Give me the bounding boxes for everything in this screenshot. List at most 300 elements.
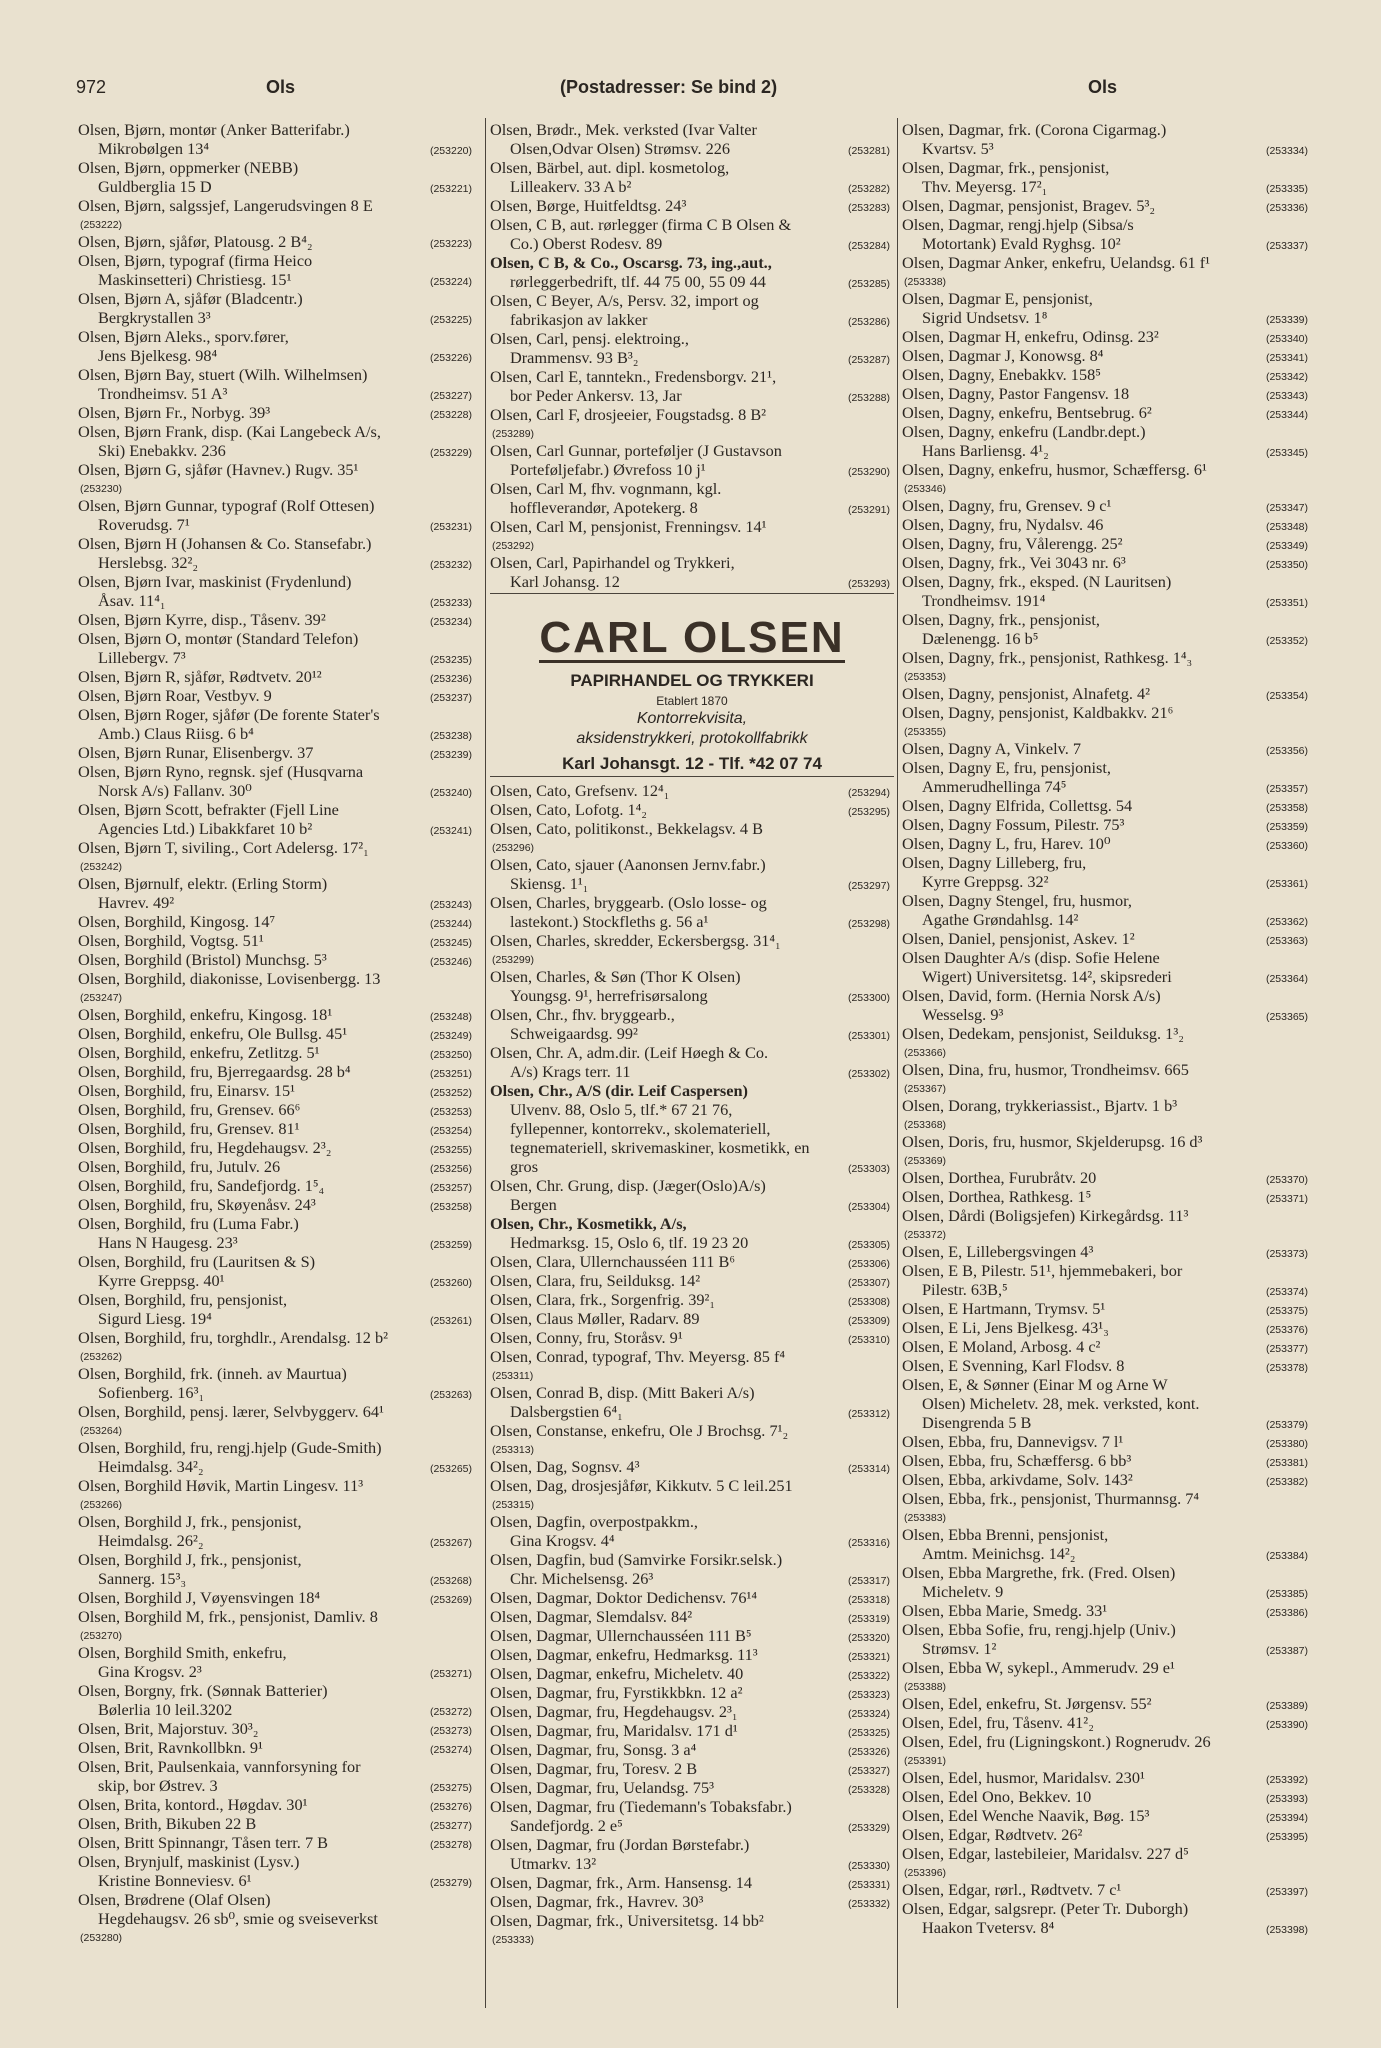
directory-entry	[78, 251, 476, 289]
entry-number: (253227)	[429, 390, 472, 402]
entry-line: (253249) Olsen, Borghild, enkefru, Ole Bullsg. 45¹	[78, 1024, 472, 1043]
entry-number: (253386)	[1265, 1607, 1308, 1619]
entry-line: (253252) Olsen, Borghild, fru, Einarsv. 15¹	[78, 1081, 472, 1100]
entry-line: (253308) Olsen, Clara, frk., Sorgenfrig. 39²₁	[490, 1290, 890, 1309]
entry-number: (253291)	[847, 504, 890, 516]
entry-line: Ulvenv. 88, Oslo 5, tlf.* 67 21 76,	[510, 1100, 733, 1119]
entry-line: (253397) Olsen, Edgar, rørl., Rødtvetv. 7 c¹	[902, 1880, 1308, 1899]
directory-entry	[902, 1844, 1312, 1880]
entry-line: (253275) skip, bor Østrev. 3	[78, 1776, 472, 1795]
entry-line: (253294) Olsen, Cato, Grefsenv. 12⁴₁	[490, 781, 890, 800]
entry-number: (253381)	[1265, 1457, 1308, 1469]
directory-entry	[902, 1694, 1312, 1713]
directory-entry	[78, 1607, 476, 1643]
entry-number: (253290)	[847, 466, 890, 478]
directory-entry	[78, 1043, 476, 1062]
entry-number: (253347)	[1265, 502, 1308, 514]
entry-line: (253361) Kyrre Greppsg. 32²	[902, 872, 1308, 891]
directory-entry	[902, 1899, 1312, 1937]
entry-line: Olsen, Bjørn Ivar, maskinist (Frydenlund)	[78, 572, 352, 591]
directory-entry	[490, 1328, 894, 1347]
entry-number: (253379)	[1265, 1419, 1308, 1431]
entry-line: (253259) Hans N Haugesg. 23³	[78, 1233, 472, 1252]
column-3	[902, 120, 1312, 1937]
entry-number: (253242)	[80, 861, 123, 873]
directory-entry	[78, 969, 476, 1005]
entry-line: (253285) rørleggerbedrift, tlf. 44 75 00, 55 09 44	[490, 272, 890, 291]
directory-entry	[490, 158, 894, 196]
entry-line: Olsen, Bjørn A, sjåfør (Bladcentr.)	[78, 289, 303, 308]
entry-line: (253389) Olsen, Edel, enkefru, St. Jørgensv. 55²	[902, 1694, 1308, 1713]
directory-entry	[78, 1024, 476, 1043]
directory-entry	[490, 1214, 894, 1252]
entry-number: (253341)	[1265, 352, 1308, 364]
entry-number: (253365)	[1265, 1011, 1308, 1023]
entry-number: (253284)	[847, 240, 890, 252]
directory-entry	[490, 1797, 894, 1835]
entry-line: (253332) Olsen, Dagmar, frk., Havrev. 30³	[490, 1892, 890, 1911]
entry-line: (253352) Dælenengg. 16 b⁵	[902, 629, 1308, 648]
entry-number: (253307)	[847, 1277, 890, 1289]
directory-entry	[78, 1290, 476, 1328]
directory-entry	[490, 1309, 894, 1328]
entry-line: Olsen, Dagny, frk., pensjonist, Rathkesg. 1⁴₃	[902, 648, 1193, 667]
directory-entry	[490, 931, 894, 967]
entry-line: (253278) Olsen, Britt Spinnangr, Tåsen terr. 7 B	[78, 1833, 472, 1852]
entry-line: (253322) Olsen, Dagmar, enkefru, Micheletv. 40	[490, 1664, 890, 1683]
entry-number: (253279)	[429, 1877, 472, 1889]
entry-number: (253225)	[429, 314, 472, 326]
directory-entry	[78, 1833, 476, 1852]
directory-entry	[490, 215, 894, 253]
entry-line: (253225) Bergkrystallen 3³	[78, 308, 472, 327]
directory-entry	[78, 1119, 476, 1138]
entry-line: (253253) Olsen, Borghild, fru, Grensev. 66⁶	[78, 1100, 472, 1119]
entry-line: Olsen, Dårdi (Boligsjefen) Kirkegårdsg. 11³	[902, 1206, 1189, 1225]
entry-line: Olsen, Borghild, fru, rengj.hjelp (Gude-Smith)	[78, 1438, 382, 1457]
directory-entry	[78, 120, 476, 158]
entry-line: Olsen, Brødrene (Olaf Olsen)	[78, 1890, 271, 1909]
entry-number: (253310)	[847, 1334, 890, 1346]
entry-line: Olsen, Ebba W, sykepl., Ammerudv. 29 e¹	[902, 1658, 1175, 1677]
entry-number: (253367)	[904, 1083, 947, 1095]
entry-number: (253289)	[492, 428, 535, 440]
entry-number: (253314)	[847, 1463, 890, 1475]
entry-line: (253276) Olsen, Brita, kontord., Høgdav. 30¹	[78, 1795, 472, 1814]
entry-line: (253382) Olsen, Ebba, arkivdame, Solv. 143²	[902, 1470, 1308, 1489]
directory-entry	[902, 327, 1312, 346]
entry-line: (253301) Schweigaardsg. 99²	[490, 1024, 890, 1043]
entry-line: (253261) Sigurd Liesg. 19⁴	[78, 1309, 472, 1328]
entry-number: (253389)	[1265, 1700, 1308, 1712]
entry-line: Olsen, Edgar, lastebileier, Maridalsv. 227 d⁵	[902, 1844, 1189, 1863]
directory-entry	[78, 800, 476, 838]
entry-number: (253250)	[429, 1049, 472, 1061]
directory-entry	[78, 667, 476, 686]
directory-entry	[78, 931, 476, 950]
entry-line: Olsen, Chr. A, adm.dir. (Leif Høegh & Co.	[490, 1043, 769, 1062]
entry-line: Olsen, Ebba Brenni, pensjonist,	[902, 1525, 1109, 1544]
entry-line: (253271) Gina Krogsv. 2³	[78, 1662, 472, 1681]
entry-line: (253362) Agathe Grøndahlsg. 14²	[902, 910, 1308, 929]
entry-line: Olsen, Bjørn Gunnar, typograf (Rolf Ottesen)	[78, 496, 375, 515]
entry-line: Olsen, Brynjulf, maskinist (Lysv.)	[78, 1852, 300, 1871]
entry-number: (253348)	[1265, 521, 1308, 533]
entry-number: (253368)	[904, 1119, 947, 1131]
entry-number: (253371)	[1265, 1193, 1308, 1205]
entry-line: Olsen, Carl, pensj. elektroing.,	[490, 329, 689, 348]
entry-line: (253273) Olsen, Brit, Majorstuv. 30³₂	[78, 1719, 472, 1738]
ad-established: Etablert 1870	[656, 694, 728, 708]
entry-line: Olsen, Dagny, frk., eksped. (N Lauritsen)	[902, 572, 1172, 591]
entry-number: (253343)	[1265, 390, 1308, 402]
entry-line: Olsen, Bjørn Frank, disp. (Kai Langebeck A/s,	[78, 422, 381, 441]
directory-entry	[902, 1261, 1312, 1299]
entry-line: (253237) Olsen, Bjørn Roar, Vestbyv. 9	[78, 686, 472, 705]
entry-number: (253313)	[492, 1444, 535, 1456]
directory-entry	[490, 367, 894, 405]
directory-entry	[78, 838, 476, 874]
entry-line: Olsen, Dagmar, rengj.hjelp (Sibsa/s	[902, 215, 1134, 234]
entry-line: (253307) Olsen, Clara, fru, Seilduksg. 14²	[490, 1271, 890, 1290]
directory-entry	[490, 1702, 894, 1721]
entry-number: (253285)	[847, 278, 890, 290]
entry-line: (253274) Olsen, Brit, Ravnkollbkn. 9¹	[78, 1738, 472, 1757]
entry-line: Olsen, Bärbel, aut. dipl. kosmetolog,	[490, 158, 730, 177]
entry-line: (253277) Olsen, Brith, Bikuben 22 B	[78, 1814, 472, 1833]
entry-line: (253356) Olsen, Dagny A, Vinkelv. 7	[902, 739, 1308, 758]
directory-entry	[902, 834, 1312, 853]
entry-number: (253281)	[847, 145, 890, 157]
entry-number: (253297)	[847, 880, 890, 892]
entry-line: Olsen, C B, aut. rørlegger (firma C B Olsen &	[490, 215, 792, 234]
directory-entry	[78, 1081, 476, 1100]
directory-entry	[78, 289, 476, 327]
column-divider	[897, 118, 898, 2008]
directory-entry	[902, 1337, 1312, 1356]
entry-number: (253346)	[904, 483, 947, 495]
entry-line: Olsen, Conrad B, disp. (Mitt Bakeri A/s)	[490, 1383, 755, 1402]
entry-line: (253236) Olsen, Bjørn R, sjåfør, Rødtvetv. 20¹²	[78, 667, 472, 686]
entry-number: (253353)	[904, 671, 947, 683]
directory-entry	[78, 610, 476, 629]
entry-number: (253239)	[429, 749, 472, 761]
entry-line: Olsen, Bjørn Scott, befrakter (Fjell Line	[78, 800, 339, 819]
entry-line: Olsen, Borghild, fru, torghdlr., Arendalsg. 12 b²	[78, 1328, 388, 1347]
entry-line: Olsen, Dagfin, overpostpakkm.,	[490, 1512, 698, 1531]
directory-entry	[902, 289, 1312, 327]
ad-line-1: Kontorrekvisita,	[636, 710, 748, 727]
entry-number: (253370)	[1265, 1174, 1308, 1186]
entry-line: (253381) Olsen, Ebba, fru, Schæffersg. 6 bb³	[902, 1451, 1308, 1470]
entry-number: (253373)	[1265, 1248, 1308, 1260]
directory-entry	[78, 496, 476, 534]
directory-entry	[902, 1601, 1312, 1620]
directory-entry	[78, 1757, 476, 1795]
directory-entry	[902, 1620, 1312, 1658]
entry-line: Olsen, Dagmar Anker, enkefru, Uelandsg. 61 f¹	[902, 253, 1211, 272]
directory-entry	[902, 384, 1312, 403]
entry-number: (253327)	[847, 1765, 890, 1777]
entry-line: (253341) Olsen, Dagmar J, Konowsg. 8⁴	[902, 346, 1308, 365]
directory-entry	[490, 1550, 894, 1588]
entry-number: (253231)	[429, 521, 472, 533]
entry-line: Olsen, Bjørn, montør (Anker Batterifabr.)	[78, 120, 350, 139]
entry-line: Hegdehaugsv. 26 sb⁰, smie og sveiseverkst	[98, 1909, 378, 1928]
entry-line: (253286) fabrikasjon av lakker	[490, 310, 890, 329]
entry-line: (253342) Olsen, Dagny, Enebakkv. 158⁵	[902, 365, 1308, 384]
entry-number: (253332)	[847, 1898, 890, 1910]
entry-number: (253323)	[847, 1689, 890, 1701]
entry-line: Olsen, Borghild, diakonisse, Lovisenbergg. 13	[78, 969, 381, 988]
entry-number: (253294)	[847, 787, 890, 799]
entry-line: (253386) Olsen, Ebba Marie, Smedg. 33¹	[902, 1601, 1308, 1620]
entry-line: (253221) Guldberglia 15 D	[78, 177, 472, 196]
entry-line: Olsen, E, & Sønner (Einar M og Arne W	[902, 1375, 1168, 1394]
entry-number: (253385)	[1265, 1588, 1308, 1600]
entry-number: (253224)	[429, 276, 472, 288]
directory-entry	[902, 1432, 1312, 1451]
entry-number: (253380)	[1265, 1438, 1308, 1450]
entry-line: Olsen, Carl Gunnar, porteføljer (J Gustavson	[490, 441, 782, 460]
directory-entry	[902, 1768, 1312, 1787]
entry-number: (253378)	[1265, 1362, 1308, 1374]
directory-entry	[78, 743, 476, 762]
entry-line: (253224) Maskinsetteri) Christiesg. 15¹	[78, 270, 472, 289]
entry-line: (253223) Olsen, Bjørn, sjåfør, Platousg. 2 B⁴₂	[78, 232, 472, 251]
entry-line: (253395) Olsen, Edgar, Rødtvetv. 26²	[902, 1825, 1308, 1844]
directory-entry	[902, 610, 1312, 648]
entry-line: (253340) Olsen, Dagmar H, enkefru, Odinsg. 23²	[902, 327, 1308, 346]
entry-number: (253391)	[904, 1755, 947, 1767]
directory-entry	[902, 403, 1312, 422]
entry-line: Olsen, Dagny, enkefru, husmor, Schæffersg. 6¹	[902, 460, 1207, 479]
entry-line: (253231) Roverudsg. 7¹	[78, 515, 472, 534]
entry-number: (253331)	[847, 1879, 890, 1891]
entry-line: Olsen, Dagny E, fru, pensjonist,	[902, 758, 1111, 777]
entry-line: Olsen, Borgny, frk. (Sønnak Batterier)	[78, 1681, 328, 1700]
entry-line: (253384) Amtm. Meinichsg. 14²₂	[902, 1544, 1308, 1563]
entry-line: (253245) Olsen, Borghild, Vogtsg. 51¹	[78, 931, 472, 950]
entry-number: (253228)	[429, 409, 472, 421]
directory-entry	[902, 1806, 1312, 1825]
directory-entry	[490, 855, 894, 893]
directory-entry	[490, 1271, 894, 1290]
entry-line: Olsen, Cato, sjauer (Aanonsen Jernv.fabr.)	[490, 855, 766, 874]
entry-number: (253301)	[847, 1030, 890, 1042]
directory-entry	[78, 534, 476, 572]
directory-entry	[902, 1096, 1312, 1132]
entry-number: (253317)	[847, 1575, 890, 1587]
entry-line: Olsen, Doris, fru, husmor, Skjelderupsg. 16 d³	[902, 1132, 1203, 1151]
entry-line: tegnemateriell, skrivemaskiner, kosmetikk, en	[510, 1138, 810, 1157]
entry-number: (253246)	[429, 956, 472, 968]
entry-number: (253328)	[847, 1784, 890, 1796]
entry-number: (253296)	[492, 842, 535, 854]
entry-line: Olsen, Dagny, enkefru (Landbr.dept.)	[902, 422, 1146, 441]
entry-line: (253317) Chr. Michelsensg. 26³	[490, 1569, 890, 1588]
entry-line: (253250) Olsen, Borghild, enkefru, Zetlitzg. 5¹	[78, 1043, 472, 1062]
entry-number: (253303)	[847, 1163, 890, 1175]
entry-number: (253271)	[429, 1668, 472, 1680]
entry-number: (253377)	[1265, 1343, 1308, 1355]
entry-line: (253279) Kristine Bonneviesv. 6¹	[78, 1871, 472, 1890]
directory-entry	[78, 1100, 476, 1119]
entry-line: (253350) Olsen, Dagny, frk., Vei 3043 nr. 6³	[902, 553, 1308, 572]
directory-entry	[78, 1176, 476, 1195]
directory-entry	[78, 912, 476, 931]
entry-number: (253325)	[847, 1727, 890, 1739]
entry-number: (253247)	[80, 992, 123, 1004]
entry-line: Olsen, Edgar, salgsrepr. (Peter Tr. Duborgh)	[902, 1899, 1189, 1918]
directory-entry	[902, 1451, 1312, 1470]
entry-line: (253282) Lilleakerv. 33 A b²	[490, 177, 890, 196]
entry-number: (253364)	[1265, 973, 1308, 985]
entry-line: Olsen, Carl E, tanntekn., Fredensborgv. 21¹,	[490, 367, 777, 386]
entry-line: (253351) Trondheimsv. 191⁴	[902, 591, 1308, 610]
entry-line: (253390) Olsen, Edel, fru, Tåsenv. 41²₂	[902, 1713, 1308, 1732]
entry-number: (253265)	[429, 1463, 472, 1475]
entry-line: (253303) gros	[490, 1157, 890, 1176]
directory-entry	[490, 1457, 894, 1476]
directory-entry	[490, 517, 894, 553]
entry-number: (253337)	[1265, 240, 1308, 252]
entry-number: (253234)	[429, 616, 472, 628]
entry-line: (253354) Olsen, Dagny, pensjonist, Alnafetg. 4²	[902, 684, 1308, 703]
entry-number: (253383)	[904, 1512, 947, 1524]
entry-line: (253244) Olsen, Borghild, Kingosg. 14⁷	[78, 912, 472, 931]
entry-number: (253295)	[847, 806, 890, 818]
entry-number: (253267)	[429, 1537, 472, 1549]
directory-entry	[902, 1206, 1312, 1242]
entry-number: (253292)	[492, 540, 535, 552]
ad-brand-logo: CARL OLSEN	[539, 613, 845, 662]
entry-number: (253288)	[847, 392, 890, 404]
directory-entry	[78, 1402, 476, 1438]
entry-line: (253329) Sandefjordg. 2 e⁵	[490, 1816, 890, 1835]
entry-number: (253363)	[1265, 935, 1308, 947]
directory-entry	[78, 1738, 476, 1757]
entry-number: (253320)	[847, 1632, 890, 1644]
entry-line: Olsen, Bjørn G, sjåfør (Havnev.) Rugv. 35¹	[78, 460, 359, 479]
entry-number: (253245)	[429, 937, 472, 949]
entry-line: (253251) Olsen, Borghild, fru, Bjerregaardsg. 28 b⁴	[78, 1062, 472, 1081]
entry-line: Olsen, Borghild Smith, enkefru,	[78, 1643, 287, 1662]
entry-number: (253382)	[1265, 1476, 1308, 1488]
entry-line: Olsen Daughter A/s (disp. Sofie Helene	[902, 948, 1160, 967]
directory-entry	[902, 948, 1312, 986]
directory-entry	[490, 405, 894, 441]
entry-line: (253263) Sofienberg. 16³₁	[78, 1383, 472, 1402]
entry-number: (253298)	[847, 918, 890, 930]
entry-number: (253342)	[1265, 371, 1308, 383]
entry-line: (253272) Bølerlia 10 leil.3202	[78, 1700, 472, 1719]
entry-number: (253293)	[847, 578, 890, 590]
entry-line: Olsen, Bjørn, oppmerker (NEBB)	[78, 158, 299, 177]
entry-number: (253305)	[847, 1239, 890, 1251]
directory-entry	[490, 1383, 894, 1421]
entry-number: (253308)	[847, 1296, 890, 1308]
entry-number: (253274)	[429, 1744, 472, 1756]
directory-entry	[490, 441, 894, 479]
entry-line: (253319) Olsen, Dagmar, Slemdalsv. 84²	[490, 1607, 890, 1626]
entry-line: (253331) Olsen, Dagmar, frk., Arm. Hansensg. 14	[490, 1873, 890, 1892]
directory-entry	[490, 1740, 894, 1759]
entry-number: (253374)	[1265, 1286, 1308, 1298]
entry-number: (253349)	[1265, 540, 1308, 552]
entry-line: (253371) Olsen, Dorthea, Rathkesg. 1⁵	[902, 1187, 1308, 1206]
entry-line: (253326) Olsen, Dagmar, fru, Sonsg. 3 a⁴	[490, 1740, 890, 1759]
entry-number: (253398)	[1265, 1924, 1308, 1936]
directory-entry	[902, 1318, 1312, 1337]
directory-entry	[78, 874, 476, 912]
entry-number: (253254)	[429, 1125, 472, 1137]
entry-line: (253298) lastekont.) Stockfleths g. 56 a¹	[490, 912, 890, 931]
entry-number: (253326)	[847, 1746, 890, 1758]
entry-line: (253233) Åsav. 11⁴₁	[78, 591, 472, 610]
directory-entry	[490, 479, 894, 517]
entry-line: (253260) Kyrre Greppsg. 40¹	[78, 1271, 472, 1290]
entry-line: Olsen, Borghild J, frk., pensjonist,	[78, 1512, 302, 1531]
directory-entry	[490, 1421, 894, 1457]
entry-number: (253251)	[429, 1068, 472, 1080]
directory-entry	[490, 1835, 894, 1873]
entry-line: (253300) Youngsg. 9¹, herrefrisørsalong	[490, 986, 890, 1005]
entry-line: Olsen, Cato, politikonst., Bekkelagsv. 4 B	[490, 819, 763, 838]
entry-number: (253276)	[429, 1801, 472, 1813]
entry-line: (253281) Olsen,Odvar Olsen) Strømsv. 226	[490, 139, 890, 158]
entry-number: (253287)	[847, 354, 890, 366]
entry-line: (253360) Olsen, Dagny L, fru, Harev. 10⁰	[902, 834, 1308, 853]
directory-entry	[902, 815, 1312, 834]
entry-line: Olsen, Dagmar, frk., pensjonist,	[902, 158, 1110, 177]
entry-number: (253241)	[429, 825, 472, 837]
directory-entry	[902, 648, 1312, 684]
entry-line: (253335) Thv. Meyersg. 17²₁	[902, 177, 1308, 196]
entry-line: Olsen, Borghild M, frk., pensjonist, Damliv. 8	[78, 1607, 378, 1626]
entry-line: (253349) Olsen, Dagny, fru, Vålerengg. 25²	[902, 534, 1308, 553]
entry-number: (253340)	[1265, 333, 1308, 345]
entry-number: (253359)	[1265, 821, 1308, 833]
directory-entry	[902, 1168, 1312, 1187]
entry-number: (253272)	[429, 1706, 472, 1718]
entry-number: (253258)	[429, 1201, 472, 1213]
entry-number: (253361)	[1265, 878, 1308, 890]
directory-entry	[490, 196, 894, 215]
entry-line: (253267) Heimdalsg. 26²₂	[78, 1531, 472, 1550]
directory-entry	[902, 120, 1312, 158]
directory-entry	[490, 253, 894, 291]
directory-entry	[490, 1626, 894, 1645]
entry-number: (253299)	[492, 954, 535, 966]
entry-line: Olsen, Borghild, fru, pensjonist,	[78, 1290, 288, 1309]
entry-line: fyllepenner, kontorrekv., skolemateriell,	[510, 1119, 771, 1138]
directory-entry	[902, 1713, 1312, 1732]
directory-entry	[78, 629, 476, 667]
ad-subtitle: PAPIRHANDEL OG TRYKKERI	[570, 671, 814, 690]
entry-number: (253248)	[429, 1011, 472, 1023]
entry-line: (253248) Olsen, Borghild, enkefru, Kingosg. 18¹	[78, 1005, 472, 1024]
entry-line: Olsen, Charles, & Søn (Thor K Olsen)	[490, 967, 741, 986]
directory-entry	[78, 705, 476, 743]
entry-line: Olsen, Bjørn, typograf (firma Heico	[78, 251, 313, 270]
entry-line: (253347) Olsen, Dagny, fru, Grensev. 9 c¹	[902, 496, 1308, 515]
entry-line: (253232) Herslebsg. 32²₂	[78, 553, 472, 572]
directory-entry	[902, 703, 1312, 739]
directory-entry	[490, 1290, 894, 1309]
entry-line: (253345) Hans Barliensg. 4¹₂	[902, 441, 1308, 460]
entry-line: (253305) Hedmarksg. 15, Oslo 6, tlf. 19 23 20	[490, 1233, 890, 1252]
